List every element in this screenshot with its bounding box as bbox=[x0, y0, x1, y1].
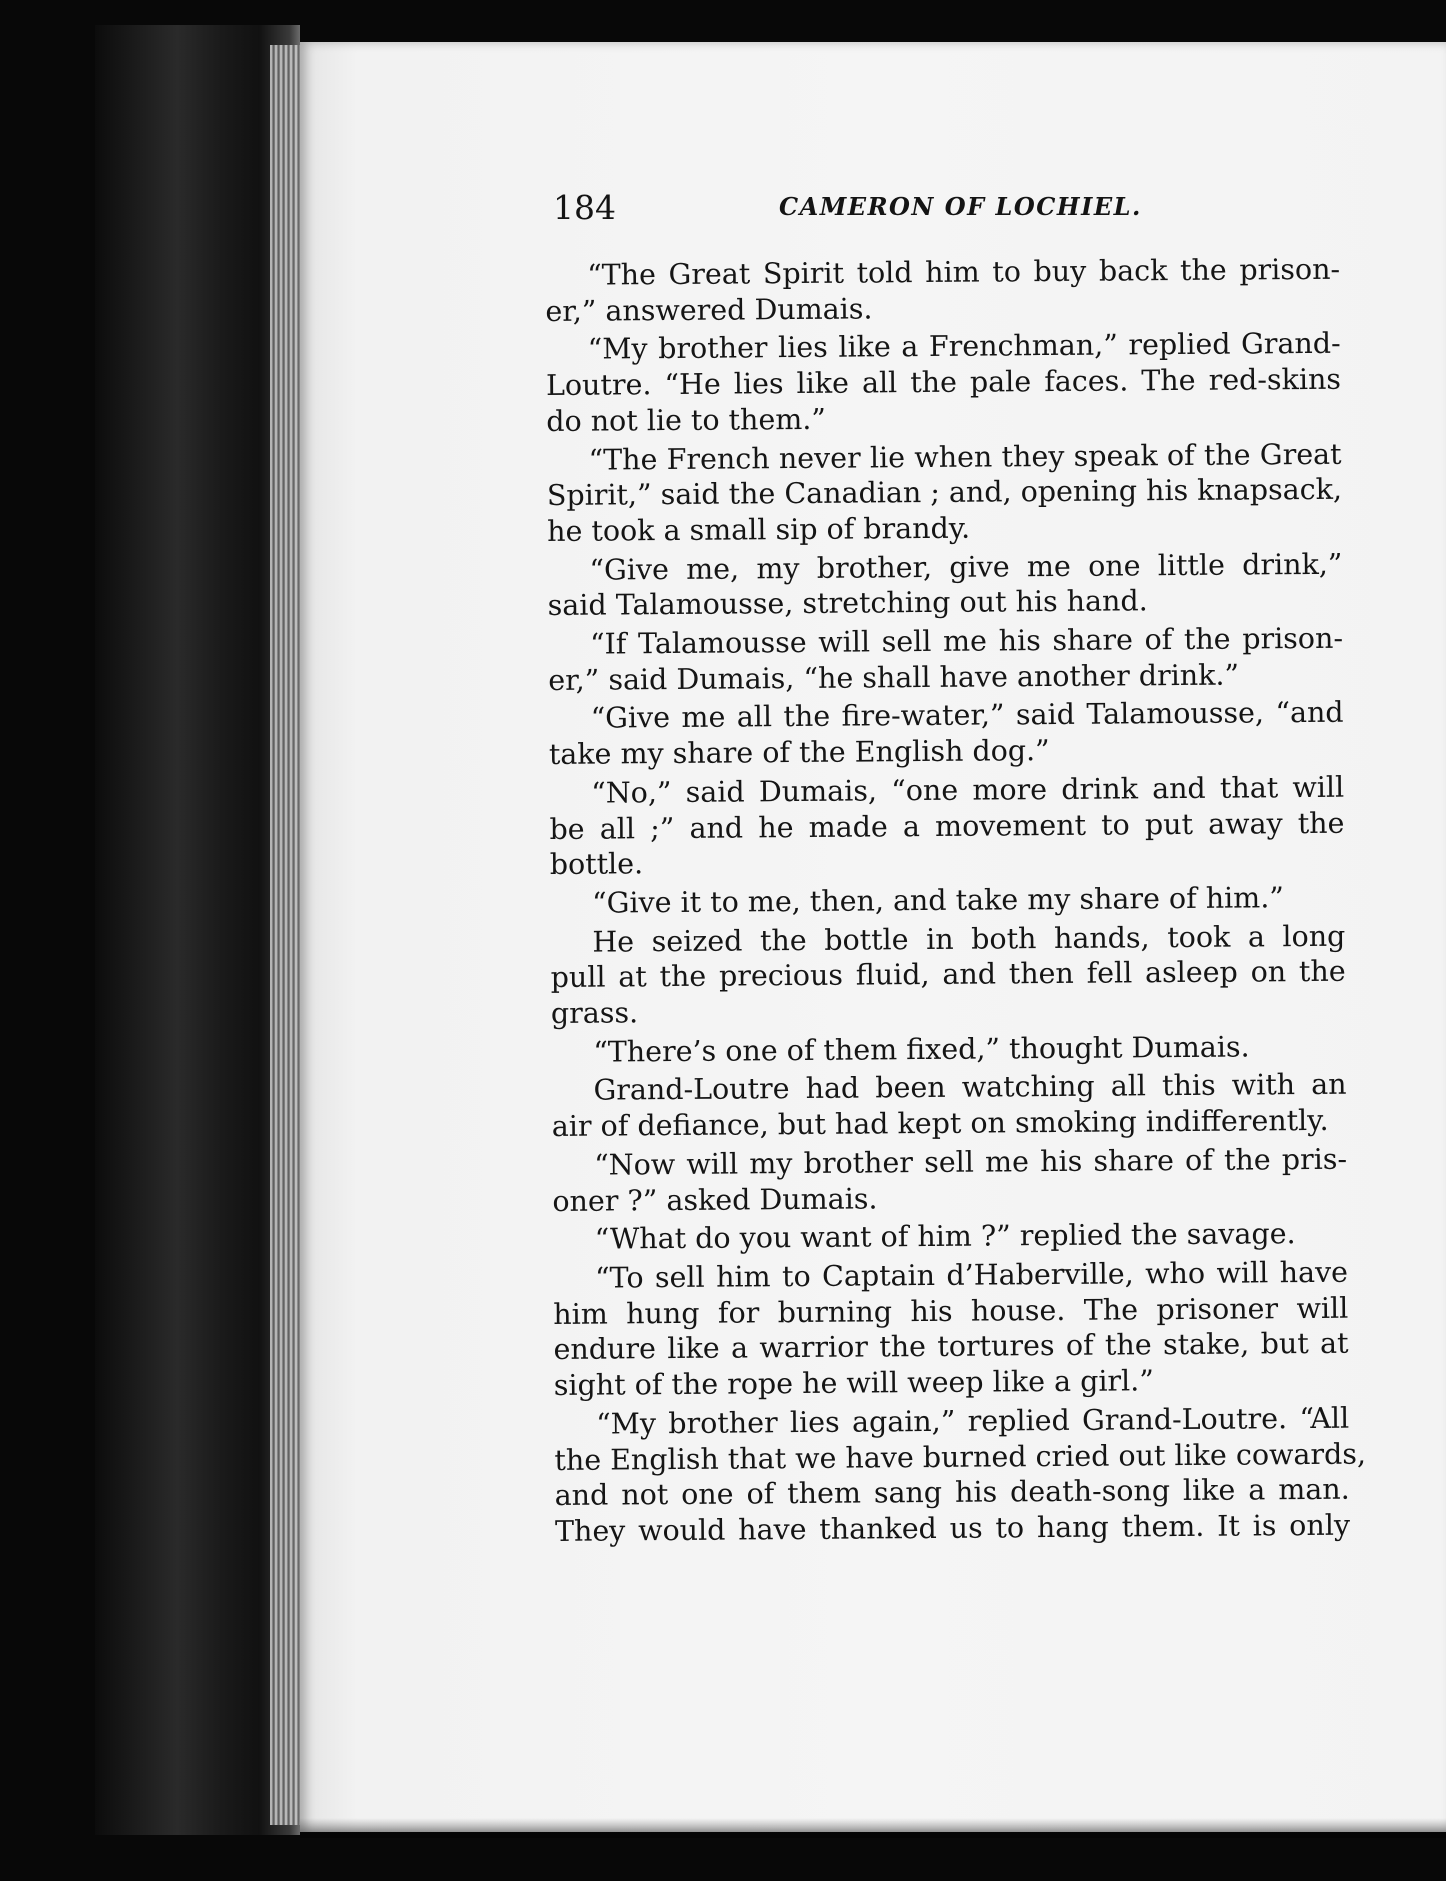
text-line: pull at the precious fluid, and then fell asleep on the bbox=[550, 955, 1346, 995]
text-line: take my share of the English dog.” bbox=[548, 734, 1050, 772]
text-line: endure like a warrior the tortures of the stake, but at bbox=[553, 1327, 1349, 1367]
text-line: oner ?” asked Dumais. bbox=[552, 1181, 878, 1218]
text-line: Spirit,” said the Canadian ; and, opening his knapsack, bbox=[546, 472, 1343, 513]
text-line: he took a small sip of brandy. bbox=[547, 511, 971, 548]
text-line: er,” answered Dumais. bbox=[545, 292, 873, 328]
text-line: Grand-Loutre had been watching all this with an bbox=[593, 1068, 1347, 1108]
text-line: Loutre. “He lies like all the pale faces. The red-skins bbox=[545, 362, 1342, 403]
text-line: They would have thanked us to hang them. It is only bbox=[554, 1508, 1351, 1548]
text-line: and not one of them sang his death-song like a man. bbox=[554, 1472, 1350, 1513]
running-title: CAMERON OF LOCHIEL. bbox=[779, 192, 1142, 221]
text-line: “Give it to me, then, and take my share of him.” bbox=[591, 881, 1285, 920]
text-line: “Give me all the fire-water,” said Talamousse, “and bbox=[590, 696, 1344, 736]
page-number: 184 bbox=[553, 188, 616, 227]
text-line: He seized the bottle in both hands, took a long bbox=[592, 919, 1346, 959]
text-line: “There’s one of them fixed,” thought Dumais. bbox=[593, 1030, 1250, 1069]
text-line: the English that we have burned cried out like cowards, bbox=[554, 1437, 1367, 1477]
text-line: er,” said Dumais, “he shall have another drink.” bbox=[548, 658, 1240, 697]
text-line: sight of the rope he will weep like a girl.” bbox=[553, 1364, 1154, 1403]
text-line: “What do you want of him ?” replied the savage. bbox=[594, 1217, 1296, 1256]
body-text bbox=[545, 252, 1367, 1550]
text-line: be all ;” and he made a movement to put away the bbox=[549, 806, 1345, 846]
text-line: bottle. bbox=[549, 847, 644, 882]
text-line: “My brother lies again,” replied Grand-Loutre. “All bbox=[596, 1401, 1350, 1441]
text-line: “Now will my brother sell me his share of the pris- bbox=[593, 1142, 1348, 1182]
text-line: said Talamousse, stretching out his hand. bbox=[547, 584, 1148, 623]
text-line: “If Talamousse will sell me his share of the prison- bbox=[589, 621, 1344, 661]
text-line: “To sell him to Captain d’Haberville, who will have bbox=[594, 1255, 1349, 1295]
text-line: him hung for burning his house. The prisoner will bbox=[553, 1291, 1349, 1331]
text-line: do not lie to them.” bbox=[546, 402, 827, 438]
text-line: grass. bbox=[550, 996, 639, 1031]
running-head bbox=[553, 188, 1153, 228]
text-line: “No,” said Dumais, “one more drink and that will bbox=[591, 770, 1345, 810]
text-line: “Give me, my brother, give me one little drink,” bbox=[589, 547, 1343, 587]
text-line: “The French never lie when they speak of the Great bbox=[588, 437, 1342, 477]
text-line: air of defiance, but had kept on smoking indifferently. bbox=[551, 1104, 1329, 1144]
text-line: “The Great Spirit told him to buy back the prison- bbox=[587, 252, 1341, 292]
text-line: “My brother lies like a Frenchman,” replied Grand- bbox=[587, 327, 1341, 367]
page-bottom-shadow bbox=[300, 1818, 1446, 1838]
